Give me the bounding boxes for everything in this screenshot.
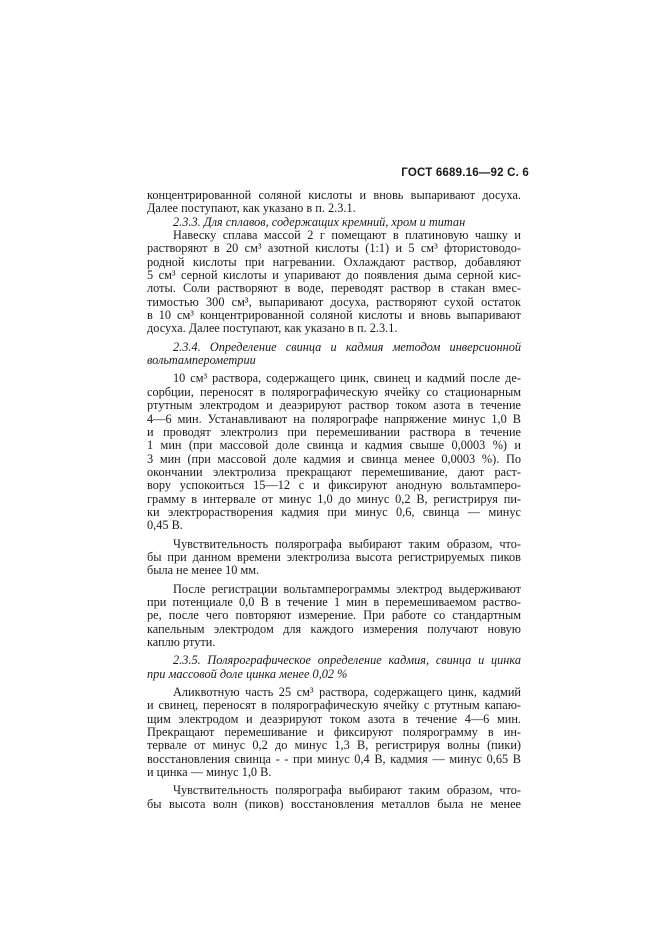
- text-line: тервале от минус 0,2 до минус 1,3 В, регистрируя волны (пики): [147, 738, 521, 753]
- text-line: бы при данном времени электролиза высота регистрируемых пиков: [147, 549, 521, 564]
- text-line: и цинка — минус 1,0 В.: [147, 765, 272, 780]
- text-line: Аликвотную часть 25 см³ раствора, содержащего цинк, кадмий: [173, 685, 521, 700]
- text-line: и проводят электролиз при перемешивании раствора в течение: [147, 424, 521, 439]
- text-line: Чувствительность полярографа выбирают таким образом, что-: [173, 536, 521, 551]
- page-header: [401, 167, 529, 179]
- text-line: вору успокоиться 15—12 с и фиксируют анодную вольтамперо-: [147, 478, 521, 493]
- text-line: 5 см³ серной кислоты и упаривают до появления дыма серной кис-: [147, 268, 521, 283]
- text-line: досуха. Далее поступают, как указано в п. 2.3.1.: [147, 321, 398, 336]
- text-line: Навеску сплава массой 2 г помещают в платиновую чашку и: [173, 228, 521, 243]
- document-body: [147, 189, 521, 811]
- text-line: 4—6 мин. Устанавливают на полярографе напряжение минус 1,0 В: [147, 411, 521, 426]
- text-line: ки электрорастворения кадмия при минус 0,6, свинца — минус: [147, 504, 521, 519]
- text-line: и свинец, переносят в полярографическую ячейку с ртутным капаю-: [147, 698, 521, 713]
- text-line: лоты. Соли растворяют в воде, переводят раствор в стакан вмес-: [147, 281, 521, 296]
- text-line: растворяют в 20 см³ азотной кислоты (1:1) и 5 см³ фтористоводо-: [147, 241, 521, 256]
- text-line: 0,45 В.: [147, 518, 183, 533]
- text-line: тимостью 300 см³, выпаривают досуха, растворяют сухой остаток: [147, 294, 521, 309]
- text-line: восстановления свинца - - при минус 0,4 В, кадмия — минус 0,65 В: [147, 751, 521, 766]
- page-number: С. 6: [507, 167, 529, 179]
- text-line: ре, после чего повторяют измерение. При работе со стандартным: [147, 608, 521, 623]
- text-line: 1 мин (при массовой доле свинца и кадмия свыше 0,0003 %) и: [147, 438, 521, 453]
- text-line: окончании электролиза прекращают перемешивание, дают раст-: [147, 464, 521, 479]
- text-line: сорбции, переносят в полярографическую ячейку со стационарным: [147, 384, 521, 399]
- text-line: грамму в интервале от минус 1,0 до минус 0,2 В, регистрируя пи-: [147, 491, 521, 506]
- text-line: 2.3.3. Для сплавов, содержащих кремний, хром и титан: [173, 214, 466, 229]
- text-line: концентрированной соляной кислоты и вновь выпаривают досуха.: [147, 188, 521, 202]
- text-line: каплю ртути.: [147, 635, 216, 649]
- text-line: капельным электродом для каждого измерения получают новую: [147, 621, 521, 636]
- text-line: в 10 см³ концентрированной соляной кислоты и вновь выпаривают: [147, 308, 521, 323]
- text-line: родной кислоты при нагревании. Охлаждают раствор, добавляют: [147, 254, 521, 269]
- text-line: 10 см³ раствора, содержащего цинк, свинец и кадмий после де-: [173, 371, 521, 386]
- text-line: 3 мин (при массовой доле кадмия и свинца менее 0,0003 %). По: [147, 451, 521, 466]
- text-line: вольтамперометрии: [147, 353, 256, 368]
- text-line: Чувствительность полярографа выбирают таким образом, что-: [173, 783, 521, 798]
- text-line: при массовой доле цинка менее 0,02 %: [147, 666, 348, 681]
- text-line: Прекращают перемешивание и фиксируют полярограмму в ин-: [147, 725, 521, 740]
- text-line: 2.3.5. Полярографическое определение кадмия, свинца и цинка: [173, 653, 521, 668]
- text-line: бы высота волн (пиков) восстановления металлов была не менее: [147, 796, 521, 811]
- text-line: щим электродом и деаэрируют током азота в течение 4—6 мин.: [147, 711, 521, 726]
- standard-number: ГОСТ 6689.16—92: [401, 167, 504, 179]
- text-line: была не менее 10 мм.: [147, 563, 260, 578]
- text-line: 2.3.4. Определение свинца и кадмия методом инверсионной: [173, 339, 521, 354]
- text-line: После регистрации вольтамперограммы электрод выдерживают: [173, 581, 521, 596]
- text-line: ртутным электродом и деаэрируют раствор током азота в течение: [147, 398, 521, 413]
- text-line: Далее поступают, как указано в п. 2.3.1.: [147, 201, 356, 216]
- text-line: при потенциале 0,0 В в течение 1 мин в перемешиваемом раство-: [147, 594, 521, 609]
